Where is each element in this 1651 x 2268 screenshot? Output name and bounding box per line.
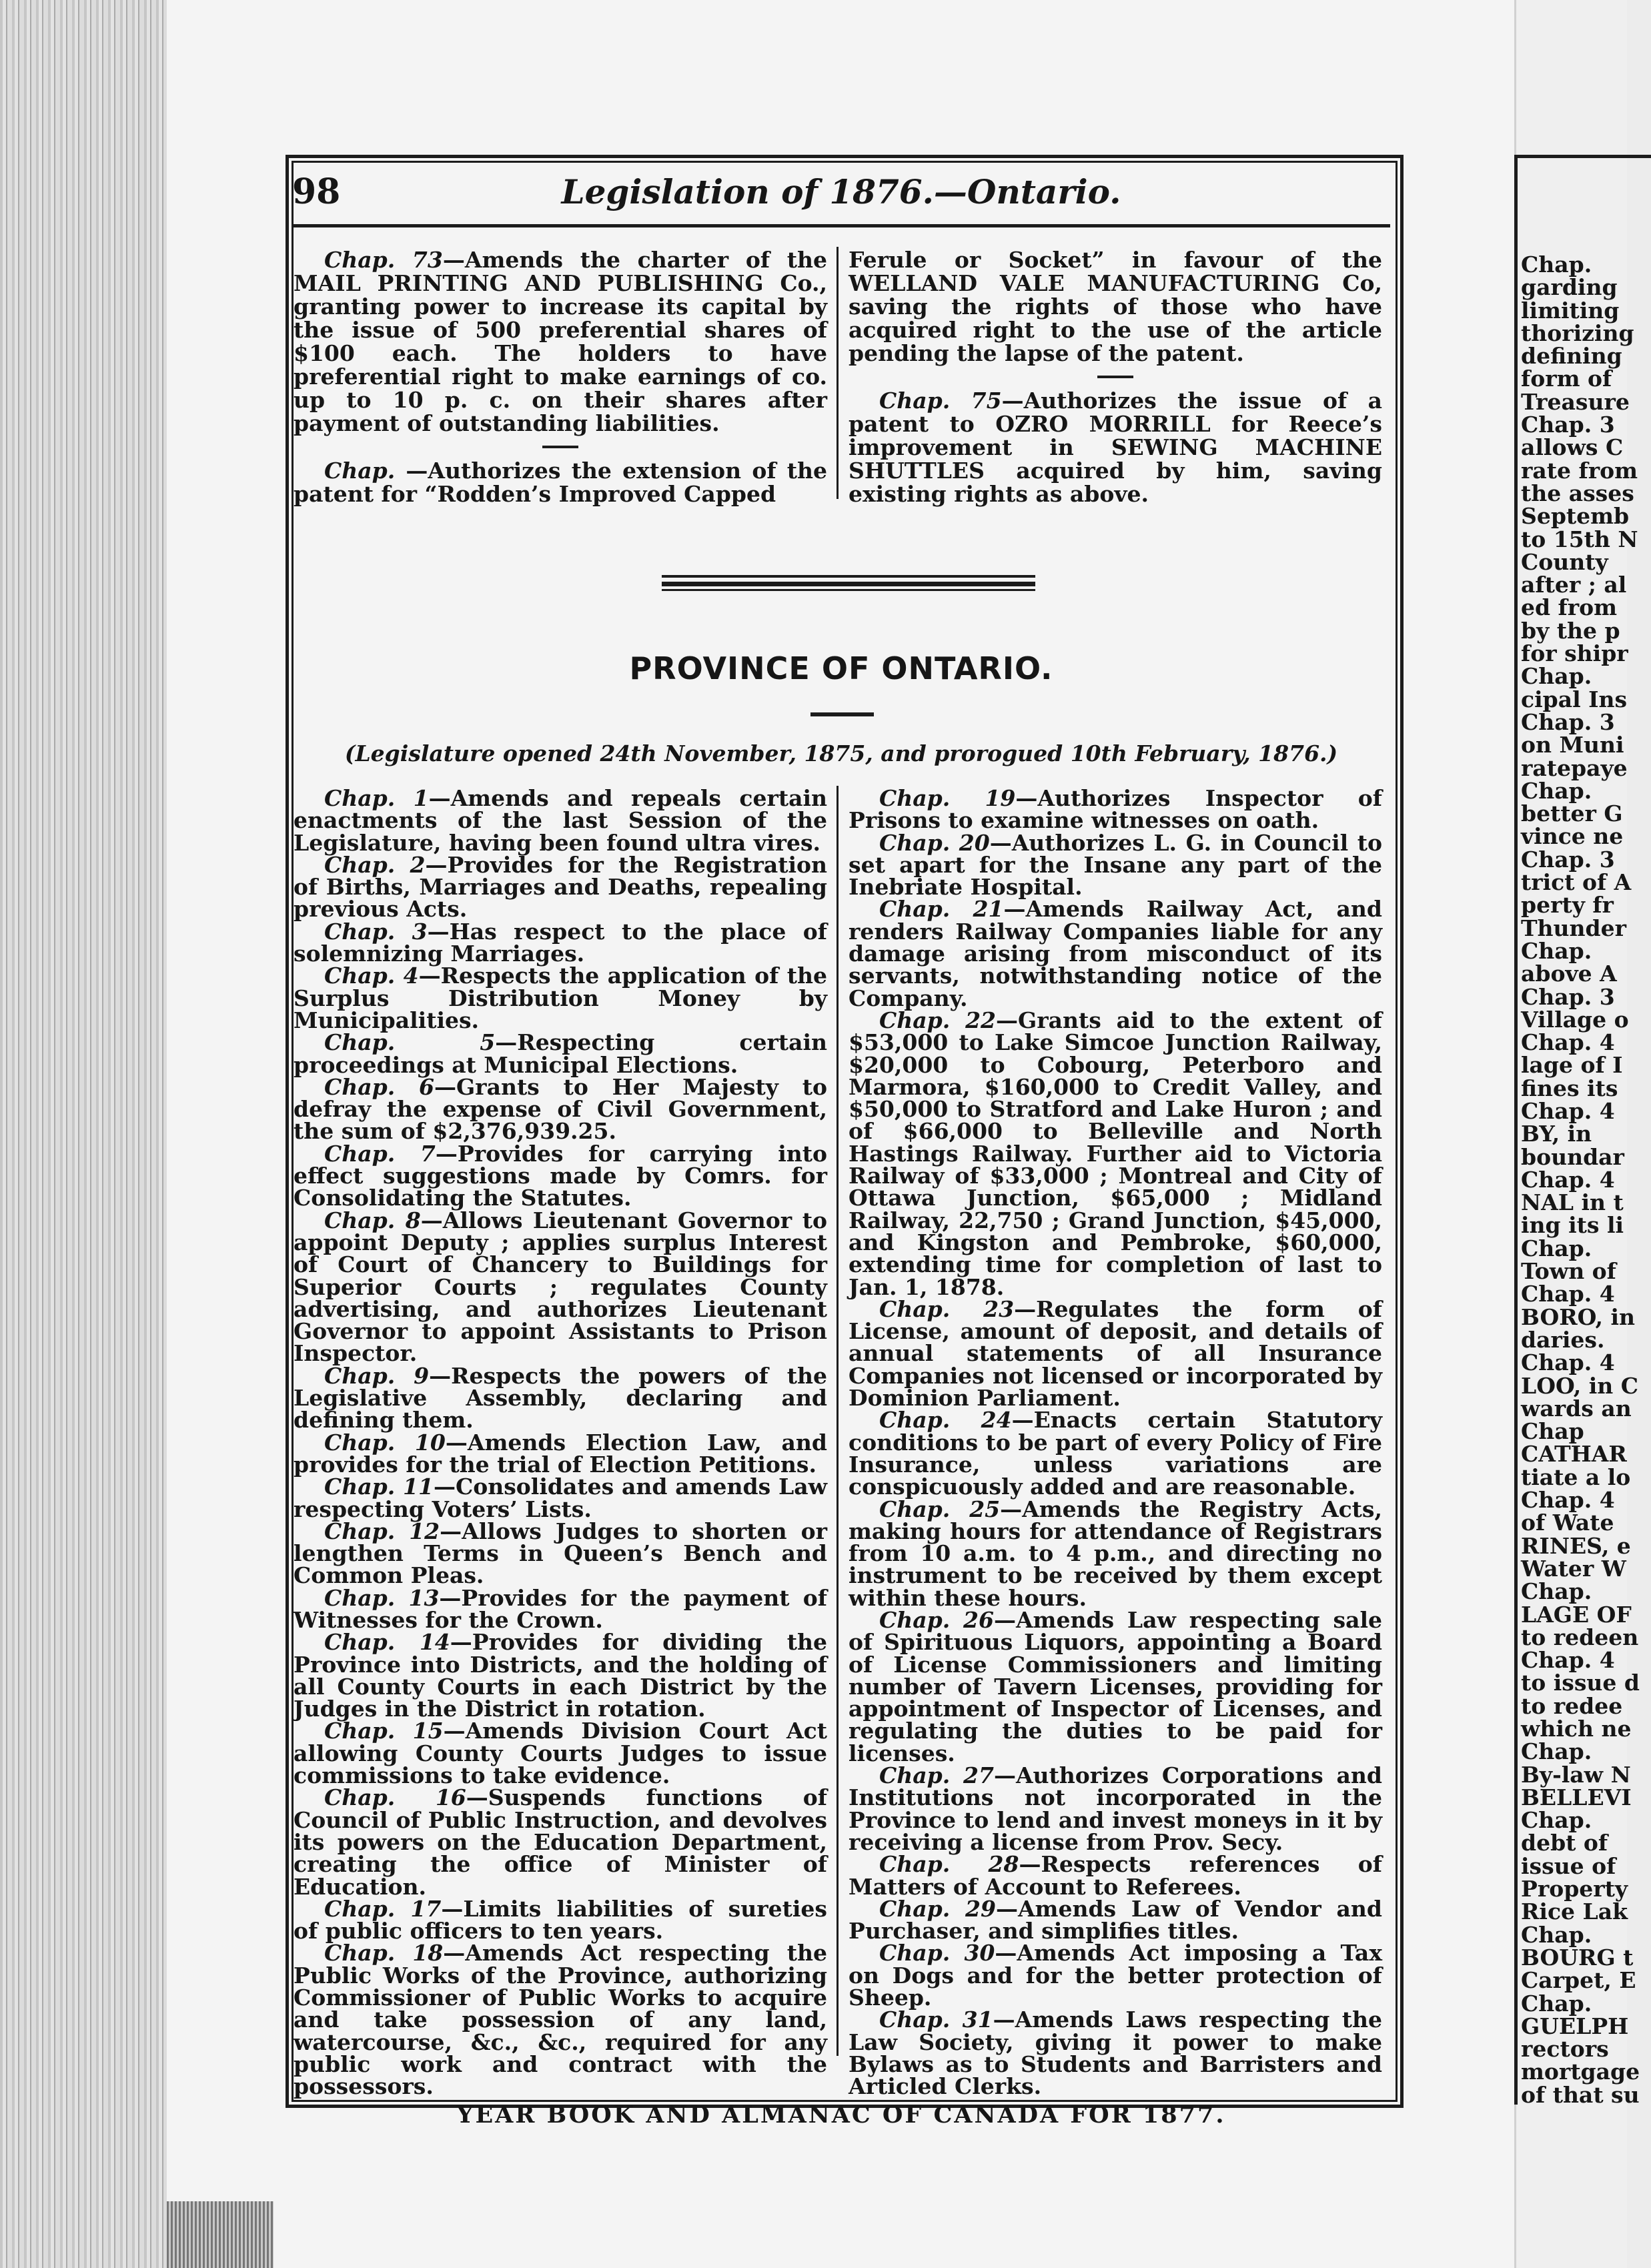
entry bbox=[849, 1942, 1382, 2009]
fragment-line: fines its bbox=[1521, 1075, 1618, 1101]
entry bbox=[294, 965, 827, 1031]
fragment-line: By-law N bbox=[1521, 1761, 1631, 1788]
entry-text: —Provides for carrying into effect suggestions made by Comrs. for Consolidating the Statutes. bbox=[294, 1140, 827, 1211]
fragment-line: trict of A bbox=[1521, 869, 1632, 896]
entry-text: —Amends Act respecting the Public Works of the Province, authorizing Commissioner of Public Works to acquire and take possession of any land, watercourse, &c., &c., required for any public work and contract with the possessors. bbox=[294, 1940, 827, 2100]
fragment-line: NAL in t bbox=[1521, 1189, 1624, 1216]
fragment-line: vince ne bbox=[1521, 823, 1624, 850]
fragment-line: Chap. 3 bbox=[1521, 983, 1615, 1010]
fragment-line: ratepaye bbox=[1521, 754, 1628, 781]
chapter-label: Chap. 17 bbox=[324, 1895, 442, 1922]
entry-text: —Provides for dividing the Province into Districts, and the holding of all County Courts in each District by the Judges in the District in rotation. bbox=[294, 1629, 827, 1722]
entry-text: —Allows Judges to shorten or lengthen Terms in Queen’s Bench and Common Pleas. bbox=[294, 1518, 827, 1589]
chapter-label: Chap. 1 bbox=[324, 785, 429, 811]
entry bbox=[294, 1031, 827, 1076]
fragment-line: Chap. bbox=[1521, 1807, 1592, 1834]
entry bbox=[849, 1009, 1382, 1298]
chapter-label: Chap. 9 bbox=[324, 1362, 430, 1389]
entry-text: —Regulates the form of License, amount of deposit, and details of annual statements of all Insurance Companies not licensed or incorporated by Dominion Parliament. bbox=[849, 1295, 1383, 1411]
chapter-label: Chap. 22 bbox=[879, 1007, 997, 1033]
fragment-line: after ; al bbox=[1521, 572, 1627, 598]
entry-text: —Consolidates and amends Law respecting Voters’ Lists. bbox=[294, 1474, 827, 1522]
fragment-line: Chap. bbox=[1521, 663, 1592, 690]
fragment-line: rate from bbox=[1521, 457, 1638, 484]
fragment-line: of that su bbox=[1521, 2081, 1640, 2108]
top-right-column bbox=[849, 248, 1382, 506]
fragment-line: Chap. 4 bbox=[1521, 1166, 1615, 1193]
left-column bbox=[294, 787, 827, 2098]
entry bbox=[849, 389, 1382, 506]
entry bbox=[849, 829, 1382, 901]
fragment-line: defining bbox=[1521, 343, 1622, 370]
fragment-line: perty fr bbox=[1521, 892, 1614, 919]
entry bbox=[294, 1209, 827, 1365]
fragment-line: Treasure bbox=[1521, 388, 1630, 415]
entry-text: —Respects the application of the Surplus Distribution Money by Municipalities. bbox=[294, 963, 827, 1033]
chapter-label: Chap. 16 bbox=[324, 1784, 466, 1811]
entry-text: —Respecting certain proceedings at Municipal Elections. bbox=[294, 1029, 827, 1078]
fragment-line: BOURG t bbox=[1521, 1944, 1634, 1970]
entry-text: —Respects the powers of the Legislative Assembly, declaring and defining them. bbox=[294, 1362, 827, 1434]
chapter-label: Chap. 30 bbox=[879, 1940, 995, 1966]
entry-text: —Grants to Her Majesty to defray the expense of Civil Government, the sum of $2,376,939.25. bbox=[294, 1073, 827, 1145]
entry bbox=[294, 1631, 827, 1720]
chapter-label: Chap. 73 bbox=[324, 247, 443, 273]
fragment-line: Chap. bbox=[1521, 1738, 1592, 1765]
entry-text: —Authorizes Inspector of Prisons to examine witnesses on oath. bbox=[849, 785, 1382, 834]
chapter-label: Chap. 10 bbox=[324, 1429, 446, 1456]
fragment-line: County bbox=[1521, 548, 1608, 575]
entry bbox=[849, 898, 1382, 1009]
chapter-label: Chap. 23 bbox=[879, 1295, 1015, 1322]
entry-text: —Amends Railway Act, and renders Railway Companies liable for any damage arising from misconduct of its servants, notwithstanding notice of the Company. bbox=[849, 896, 1382, 1011]
fragment-line: thorizing bbox=[1521, 320, 1634, 346]
entry-text: —Provides for the Registration of Births, Marriages and Deaths, repealing previous Acts. bbox=[294, 851, 828, 923]
chapter-label: Chap. 75 bbox=[879, 388, 1002, 414]
chapter-label: Chap. 13 bbox=[324, 1584, 440, 1611]
entry bbox=[849, 787, 1382, 832]
fragment-line: garding bbox=[1521, 274, 1618, 301]
entry bbox=[294, 1362, 827, 1434]
chapter-label: Chap. 20 bbox=[879, 829, 990, 856]
fragment-line: by the p bbox=[1521, 617, 1620, 644]
fragment-line: for shipr bbox=[1521, 640, 1628, 667]
entry bbox=[849, 1895, 1382, 1944]
scan-edge bbox=[0, 0, 167, 2268]
entry-text: —Authorizes Corporations and Institutions not incorporated in the Province to lend and invest moneys in it by receiving a license from Prov. Secy. bbox=[849, 1762, 1382, 1855]
heading-rule bbox=[810, 712, 874, 716]
fragment-line: Chap. 4 bbox=[1521, 1487, 1615, 1514]
entry bbox=[294, 1520, 827, 1587]
fragment-line: Septemb bbox=[1521, 503, 1630, 530]
chapter-label: Chap. 27 bbox=[879, 1762, 994, 1789]
chapter-label: Chap. 4 bbox=[324, 963, 419, 989]
entry bbox=[294, 1718, 827, 1789]
fragment-line: allows C bbox=[1521, 434, 1624, 461]
fragment-line: Chap. 4 bbox=[1521, 1281, 1615, 1307]
fragment-line: Chap. 4 bbox=[1521, 1097, 1615, 1124]
fragment-line: Chap bbox=[1521, 1418, 1584, 1445]
entry bbox=[294, 787, 827, 854]
chapter-label: Chap. 26 bbox=[879, 1606, 994, 1633]
fragment-line: daries. bbox=[1521, 1326, 1605, 1353]
fragment-line: Village o bbox=[1521, 1006, 1629, 1033]
chapter-label: Chap. 29 bbox=[879, 1895, 996, 1922]
entry bbox=[849, 1498, 1382, 1609]
entry-text: —Grants aid to the extent of $53,000 to Lake Simcoe Junction Railway, $20,000 to Cobourg, Peterboro and Marmora, $160,000 to Credit Valley, and $50,000 to Stratford and Lake Huron ; and of $66,000 to Belleville and North Hastings Railway. Further aid to Victoria Railway of $33,000 ; Montreal and City of Ottawa Junction, $65,000 ; Midland Railway, 22,750 ; Grand Junction, $45,000, and Kingston and Pembroke, $60,000, extending time for completion of last to Jan. 1, 1878. bbox=[849, 1007, 1382, 1300]
running-title: Legislation of 1876.—Ontario. bbox=[561, 172, 1121, 211]
entry bbox=[849, 2007, 1382, 2100]
chapter-label: Chap. 8 bbox=[324, 1207, 421, 1233]
entry-text: —Limits liabilities of sureties of public officers to ten years. bbox=[294, 1895, 827, 1944]
fragment-line: rectors bbox=[1521, 2036, 1609, 2063]
fragment-line: form of bbox=[1521, 366, 1612, 392]
fragment-line: Chap. bbox=[1521, 1235, 1592, 1261]
entry-text: —Authorizes the extension of the patent for “Rodden’s Improved Capped bbox=[294, 458, 827, 507]
chapter-label: Chap. 25 bbox=[879, 1496, 1001, 1522]
entry-text: —Enacts certain Statutory conditions to be part of every Policy of Fire Insurance, unless variations are conspicuously added and are reasonable. bbox=[849, 1407, 1382, 1500]
chapter-label: Chap. 6 bbox=[324, 1073, 434, 1100]
column-divider-top bbox=[837, 247, 839, 499]
entry bbox=[294, 1584, 827, 1633]
page-number: 98 bbox=[292, 171, 341, 212]
fragment-line: which ne bbox=[1521, 1716, 1632, 1742]
fragment-line: Chap. bbox=[1521, 937, 1592, 964]
running-header bbox=[292, 168, 1390, 216]
chapter-label: Chap. 7 bbox=[324, 1140, 436, 1167]
entry bbox=[294, 1784, 827, 1900]
fragment-line: the asses bbox=[1521, 480, 1634, 506]
fragment-line: CATHAR bbox=[1521, 1441, 1627, 1468]
ornamental-rule bbox=[662, 575, 1035, 591]
fragment-line: of Wate bbox=[1521, 1510, 1614, 1536]
fragment-line: Chap. bbox=[1521, 1990, 1592, 2017]
fragment-line: BY, in bbox=[1521, 1121, 1592, 1147]
entry bbox=[294, 1940, 827, 2100]
fragment-line: GUELPH bbox=[1521, 2013, 1629, 2039]
fragment-line: Chap. 4 bbox=[1521, 1029, 1615, 1056]
entry bbox=[294, 1073, 827, 1145]
fragment-line: BELLEVI bbox=[1521, 1784, 1632, 1810]
entry-text: —Amends Law respecting sale of Spirituous Liquors, appointing a Board of License Commissioners and limiting number of Tavern Licenses, providing for appointment of Inspector of Licenses, and regulating the duties to be paid for licenses. bbox=[849, 1606, 1382, 1766]
session-dates: (Legislature opened 24th November, 1875, and prorogued 10th February, 1876.) bbox=[344, 740, 1338, 766]
fragment-line: Property bbox=[1521, 1876, 1628, 1902]
right-column bbox=[849, 787, 1382, 2098]
entry bbox=[849, 1606, 1382, 1766]
fragment-line: Chap. 4 bbox=[1521, 1349, 1615, 1376]
fragment-line: Chap. 3 bbox=[1521, 846, 1615, 873]
chapter-label: Chap. 14 bbox=[324, 1629, 450, 1656]
fragment-line: mortgage bbox=[1521, 2059, 1640, 2085]
entry bbox=[294, 1140, 827, 1211]
fragment-line: tiate a lo bbox=[1521, 1464, 1631, 1490]
chapter-label: Chap. 28 bbox=[879, 1851, 1019, 1878]
chapter-label: Chap. 11 bbox=[324, 1474, 434, 1500]
chapter-label: Chap. 3 bbox=[324, 918, 428, 945]
fragment-line: limiting bbox=[1521, 297, 1620, 324]
fragment-line: to issue d bbox=[1521, 1670, 1640, 1696]
entry-text: —Amends Act imposing a Tax on Dogs and for the better protection of Sheep. bbox=[849, 1940, 1382, 2011]
fragment-line: boundar bbox=[1521, 1143, 1624, 1170]
entry-text: —Amends Law of Vendor and Purchaser, and simplifies titles. bbox=[849, 1895, 1382, 1944]
fragment-line: ed from bbox=[1521, 594, 1618, 621]
chapter-label: Chap. 5 bbox=[324, 1029, 496, 1056]
section-heading: PROVINCE OF ONTARIO. bbox=[629, 650, 1053, 686]
column-divider bbox=[837, 786, 839, 2056]
fragment-line: above A bbox=[1521, 961, 1617, 987]
fragment-line: RINES, e bbox=[1521, 1532, 1631, 1559]
entry-text: —Amends Division Court Act allowing County Courts Judges to issue commissions to take evidence. bbox=[294, 1718, 827, 1789]
entry-text: —Respects references of Matters of Account to Referees. bbox=[849, 1851, 1382, 1900]
short-rule bbox=[1097, 376, 1133, 378]
entry bbox=[849, 1409, 1382, 1498]
chapter-label: Chap. bbox=[324, 458, 396, 484]
chapter-label: Chap. 19 bbox=[879, 785, 1016, 811]
entry bbox=[849, 1295, 1383, 1411]
fragment-line: issue of bbox=[1521, 1852, 1616, 1879]
chapter-label: Chap. 18 bbox=[324, 1940, 444, 1966]
entry-text: —Provides for the payment of Witnesses for the Crown. bbox=[294, 1584, 827, 1633]
fragment-line: Chap. bbox=[1521, 1578, 1592, 1605]
entry bbox=[294, 1476, 827, 1520]
fragment-line: Chap. bbox=[1521, 251, 1592, 277]
fragment-line: to redee bbox=[1521, 1692, 1623, 1719]
entry bbox=[294, 1895, 827, 1944]
chapter-label: Chap. 15 bbox=[324, 1718, 444, 1744]
entry-text: —Allows Lieutenant Governor to appoint Deputy ; applies surplus Interest of Court of Chancery to Buildings for Superior Courts ; regulates County advertising, and authorizes Lieutenant Governor to appoint Assistants to Prison Inspector. bbox=[294, 1207, 827, 1367]
fragment-line: to redeen bbox=[1521, 1624, 1639, 1650]
fragment-line: Carpet, E bbox=[1521, 1967, 1636, 1994]
fragment-line: ing its li bbox=[1521, 1212, 1624, 1239]
scan-edge-bottom bbox=[167, 2201, 273, 2268]
fragment-line: BORO, in bbox=[1521, 1303, 1635, 1330]
fragment-line: Water W bbox=[1521, 1555, 1626, 1582]
entry-text: —Amends the Registry Acts, making hours for attendance of Registrars from 10 a.m. to 4 p.m., and directing no instrument to be received by them except within these hours. bbox=[849, 1496, 1382, 1611]
fragment-line: Thunder bbox=[1521, 915, 1626, 941]
entry-text: —Authorizes L. G. in Council to set apart for the Insane any part of the Inebriate Hospital. bbox=[849, 829, 1382, 901]
entry-text: —Amends Laws respecting the Law Society, giving it power to make Bylaws as to Students and Barristers and Articled Clerks. bbox=[849, 2007, 1382, 2100]
entry bbox=[294, 459, 827, 506]
entry bbox=[849, 1853, 1382, 1898]
page-footer: YEAR BOOK AND ALMANAC OF CANADA FOR 1877. bbox=[456, 2101, 1226, 2129]
next-page-fragment bbox=[1521, 251, 1640, 2108]
fragment-line: Chap. 3 bbox=[1521, 412, 1615, 438]
entry bbox=[294, 248, 827, 435]
fragment-line: lage of I bbox=[1521, 1052, 1623, 1079]
chapter-label: Chap. 24 bbox=[879, 1407, 1012, 1434]
fragment-line: on Muni bbox=[1521, 732, 1624, 758]
fragment-line: Chap. bbox=[1521, 1921, 1592, 1948]
chapter-label: Chap. 2 bbox=[324, 851, 426, 878]
header-rule bbox=[292, 224, 1390, 227]
fragment-line: LOO, in C bbox=[1521, 1372, 1639, 1399]
entry-text: —Amends Election Law, and provides for the trial of Election Petitions. bbox=[294, 1429, 827, 1478]
entry-text: —Has respect to the place of solemnizing Marriages. bbox=[294, 918, 827, 967]
fragment-line: to 15th N bbox=[1521, 526, 1638, 552]
fragment-line: Rice Lak bbox=[1521, 1898, 1628, 1925]
entry-text: —Amends the charter of the MAIL PRINTING AND PUBLISHING Co., granting power to increase its capital by the issue of 500 preferential shares of $100 each. The holders to have preferential right to make earnings of co. up to 10 p. c. on their shares after payment of outstanding liabilities. bbox=[294, 247, 827, 436]
fragment-line: wards an bbox=[1521, 1395, 1632, 1422]
chapter-label: Chap. 12 bbox=[324, 1518, 440, 1544]
fragment-line: Chap. 3 bbox=[1521, 708, 1615, 735]
fragment-line: LAGE OF bbox=[1521, 1601, 1632, 1628]
fragment-line: Town of bbox=[1521, 1258, 1616, 1285]
fragment-line: Chap. bbox=[1521, 777, 1592, 804]
entry-text: —Amends and repeals certain enactments of the last Session of the Legislature, having been found ultra vires. bbox=[294, 785, 827, 856]
fragment-line: debt of bbox=[1521, 1830, 1608, 1856]
fragment-line: better G bbox=[1521, 800, 1623, 827]
fragment-line: Chap. 4 bbox=[1521, 1647, 1615, 1674]
entry-text: Ferule or Socket” in favour of the WELLAND VALE MANUFACTURING Co, saving the rights of those who have acquired right to the use of the article pending the lapse of the patent. bbox=[849, 247, 1382, 366]
entry bbox=[294, 851, 828, 923]
entry-text: —Authorizes the issue of a patent to OZRO MORRILL for Reece’s improvement in SEWING MACHINE SHUTTLES acquired by him, saving existing rights as above. bbox=[849, 388, 1382, 507]
chapter-label: Chap. 21 bbox=[879, 896, 1004, 923]
entry bbox=[849, 1764, 1382, 1853]
entry bbox=[849, 248, 1382, 365]
entry-text: —Suspends functions of Council of Public Instruction, and devolves its powers on the Education Department, creating the office of Minister of Education. bbox=[294, 1784, 827, 1900]
top-left-column bbox=[294, 248, 827, 506]
entry bbox=[294, 1429, 827, 1478]
fragment-line: cipal Ins bbox=[1521, 686, 1628, 712]
entry bbox=[294, 918, 827, 967]
short-rule bbox=[542, 446, 578, 448]
chapter-label: Chap. 31 bbox=[879, 2007, 993, 2033]
